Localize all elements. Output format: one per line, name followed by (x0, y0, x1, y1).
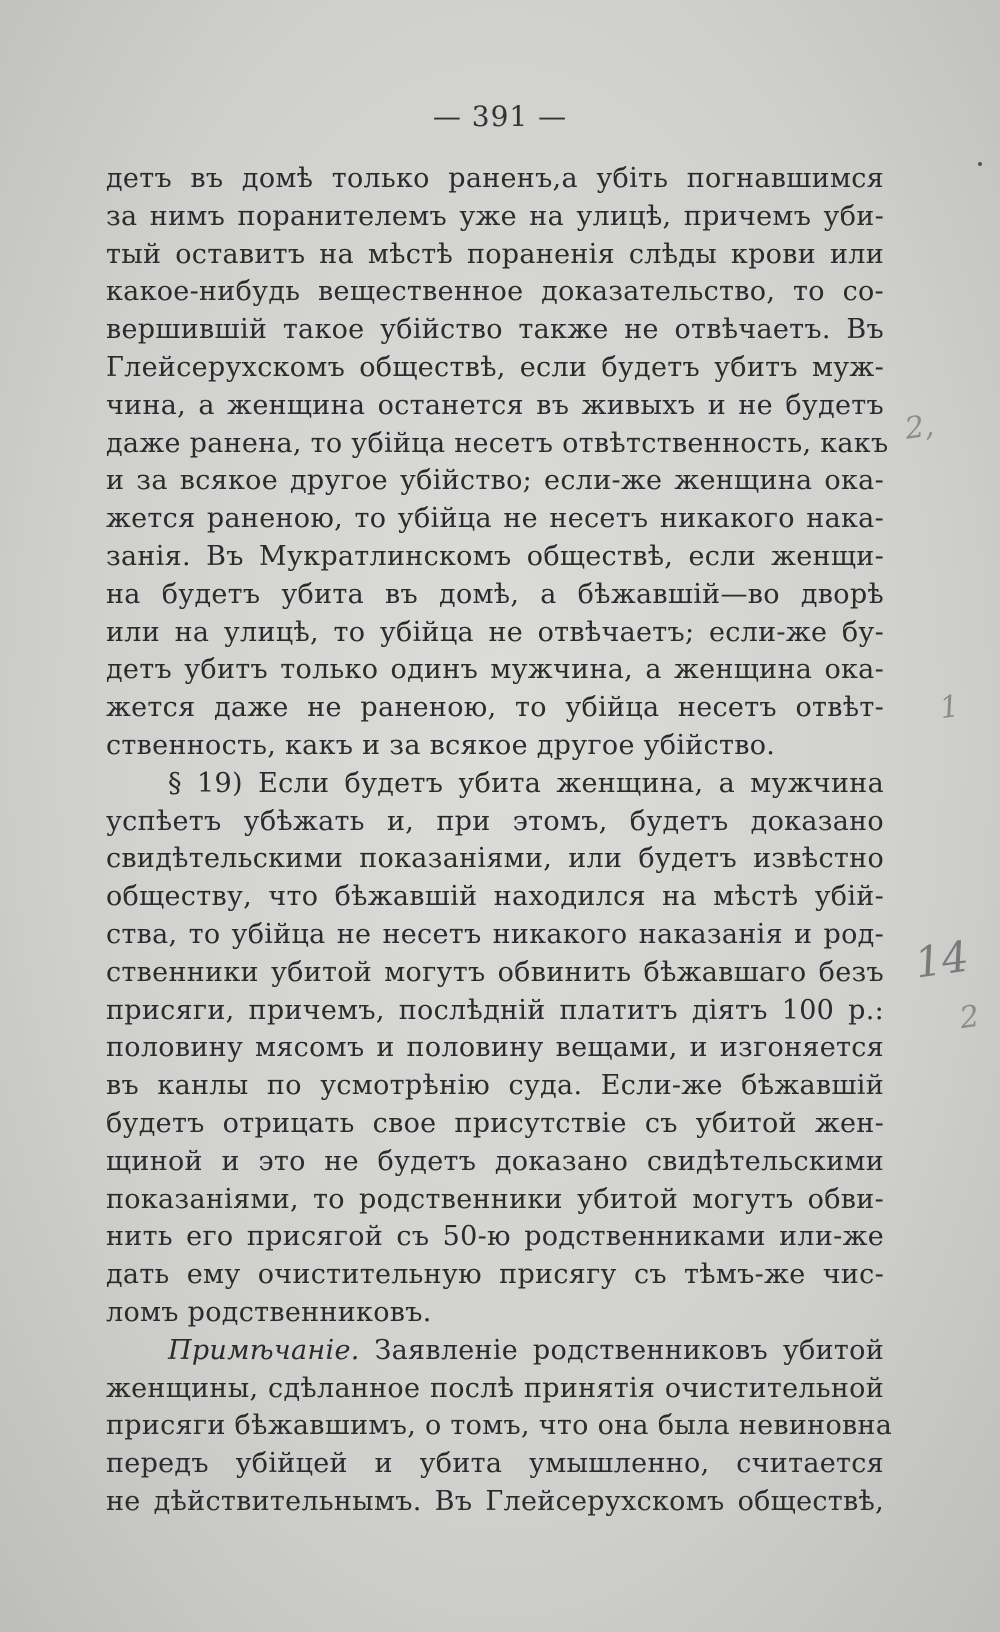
margin-note: 2 (957, 998, 982, 1037)
text-line: тый оставитъ на мѣстѣ пораненія слѣды крови или (106, 238, 884, 270)
text-line: занія. Въ Мукратлинскомъ обществѣ, если женщи- (106, 540, 884, 572)
note-label: Примѣчаніе. (168, 1334, 360, 1366)
text-line: нить его присягой съ 50-ю родственниками или-же (106, 1221, 884, 1253)
text-line: чина, а женщина останется въ живыхъ и не будетъ (106, 389, 884, 421)
text-line: передъ убійцей и убита умышленно, считается (106, 1448, 884, 1480)
text-line: дать ему очистительную присягу съ тѣмъ-же чис- (106, 1259, 884, 1291)
text-line: не дѣйствительнымъ. Въ Глейсерухскомъ обществѣ, (106, 1485, 884, 1517)
text-line: въ канлы по усмотрѣнію суда. Если-же бѣжавшій (106, 1070, 884, 1102)
text-line: будетъ отрицать свое присутствіе съ убитой жен- (106, 1107, 884, 1139)
note-text: Заявленіе родственниковъ убитой (374, 1334, 884, 1366)
margin-note: 2, (902, 408, 936, 447)
text-line: успѣетъ убѣжать и, при этомъ, будетъ доказано (106, 805, 884, 837)
text-line: показаніями, то родственники убитой могутъ обви- (106, 1183, 884, 1215)
text-line: вершившій такое убійство также не отвѣчаетъ. Въ (106, 314, 884, 346)
text-line: какое-нибудь вещественное доказательство, то со- (106, 276, 884, 308)
text-line: детъ въ домѣ только раненъ,а убіть погнавшимся (106, 163, 884, 194)
page-number: — 391 — (432, 100, 568, 133)
text-line: ственность, какъ и за всякое другое убійство. (106, 729, 776, 761)
text-line: Глейсерухскомъ обществѣ, если будетъ убитъ муж- (106, 351, 884, 383)
text-line: § 19) Если будетъ убита женщина, а мужчина (168, 767, 884, 799)
body-text (106, 160, 893, 1521)
text-line: детъ убитъ только одинъ мужчина, а женщина ока- (106, 654, 884, 686)
margin-note: 1 (937, 688, 962, 727)
text-line: за нимъ поранителемъ уже на улицѣ, причемъ уби- (106, 200, 884, 232)
margin-note: 14 (911, 931, 972, 988)
paper-speck (978, 162, 982, 166)
text-line: присяги бѣжавшимъ, о томъ, что она была невиновна (106, 1410, 893, 1442)
text-line: жется раненою, то убійца не несетъ никакого нака- (106, 503, 884, 535)
text-line: женщины, сдѣланное послѣ принятія очистительной (106, 1372, 884, 1404)
text-line: ломъ родственниковъ. (106, 1296, 432, 1328)
note-line (106, 1332, 884, 1370)
text-line: жется даже не раненою, то убійца несетъ отвѣт- (106, 692, 884, 724)
text-line: или на улицѣ, то убійца не отвѣчаетъ; если-же бу- (106, 616, 884, 648)
text-line: ственники убитой могутъ обвинить бѣжавшаго безъ (106, 956, 884, 988)
text-line: даже ранена, то убійца несетъ отвѣтственность, какъ (106, 427, 889, 459)
text-line: на будетъ убита въ домѣ, а бѣжавшій—во дворѣ (106, 578, 884, 610)
text-line: обществу, что бѣжавшій находился на мѣстѣ убій- (106, 881, 884, 913)
text-line: половину мясомъ и половину вещами, и изгоняется (106, 1032, 884, 1064)
text-line: щиной и это не будетъ доказано свидѣтельскими (106, 1145, 884, 1177)
text-line: и за всякое другое убійство; если-же женщина ока- (106, 465, 884, 497)
text-line: свидѣтельскими показаніями, или будетъ извѣстно (106, 843, 884, 875)
text-line: ства, то убійца не несетъ никакого наказанія и род- (106, 918, 884, 950)
text-line: присяги, причемъ, послѣдній платитъ діятъ 100 р.: (106, 994, 884, 1026)
